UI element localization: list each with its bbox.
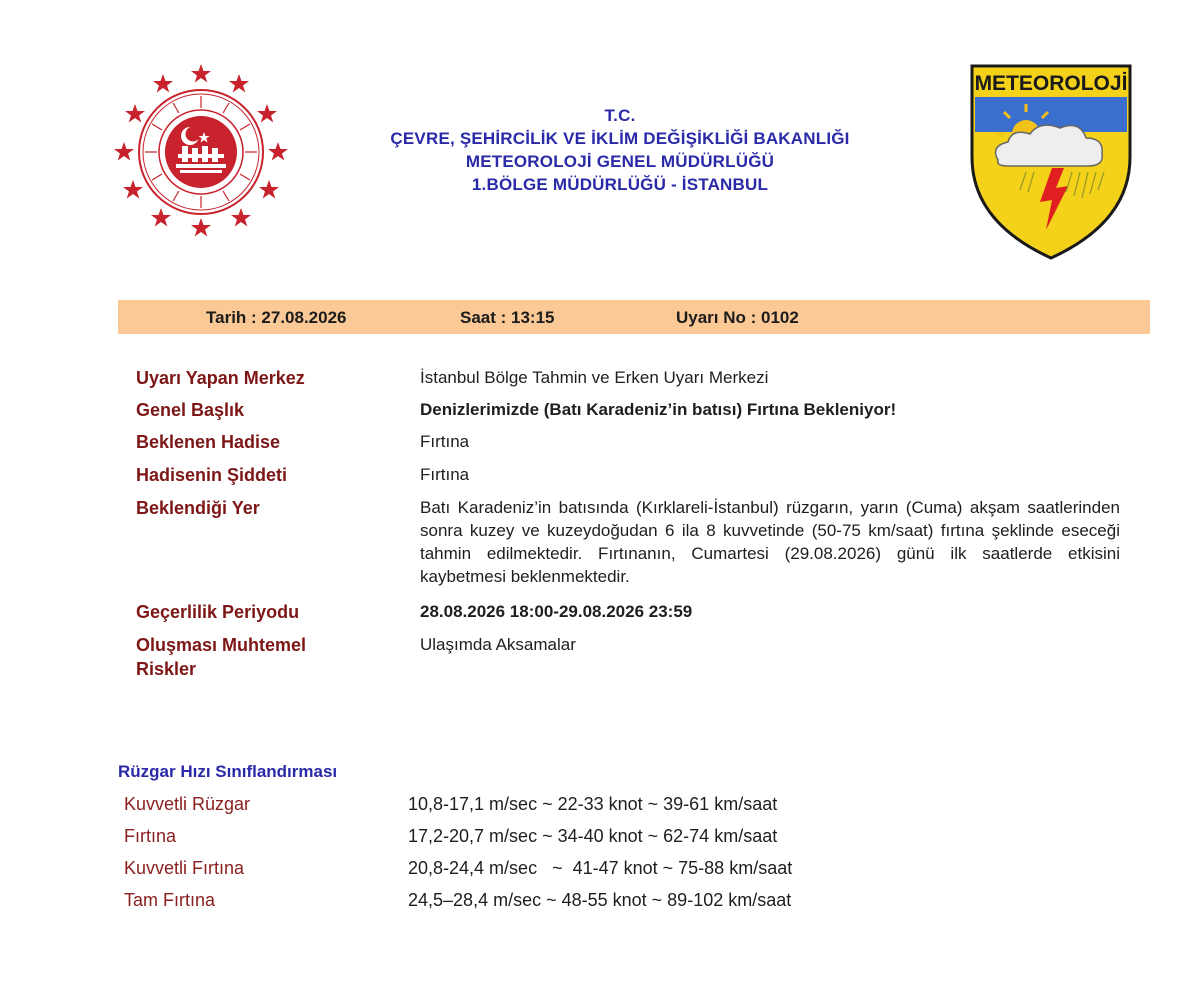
info-value: 28.08.2026 18:00-29.08.2026 23:59 bbox=[420, 602, 693, 621]
classification-title: Rüzgar Hızı Sınıflandırması bbox=[118, 762, 338, 781]
info-label: Genel Başlık bbox=[136, 400, 245, 420]
classification-row bbox=[124, 890, 1024, 918]
info-label: Hadisenin Şiddeti bbox=[136, 465, 288, 485]
info-value: Fırtına bbox=[420, 432, 470, 451]
document-header bbox=[300, 104, 940, 196]
info-label: Beklendiği Yer bbox=[136, 498, 260, 518]
header-regional-office: 1.BÖLGE MÜDÜRLÜĞÜ - İSTANBUL bbox=[471, 175, 769, 194]
info-value: Ulaşımda Aksamalar bbox=[420, 635, 576, 654]
header-directorate: METEOROLOJİ GENEL MÜDÜRLÜĞÜ bbox=[465, 152, 775, 171]
classification-values: 24,5–28,4 m/sec ~ 48-55 knot ~ 89-102 km/saat bbox=[408, 890, 792, 910]
classification-name: Tam Fırtına bbox=[124, 890, 216, 910]
info-label: Beklenen Hadise bbox=[136, 432, 281, 452]
classification-values: 20,8-24,4 m/sec ~ 41-47 knot ~ 75-88 km/saat bbox=[408, 858, 793, 878]
warning-info-band bbox=[118, 300, 1150, 334]
ministry-seal-logo bbox=[112, 62, 290, 240]
info-value: İstanbul Bölge Tahmin ve Erken Uyarı Merkezi bbox=[420, 368, 769, 387]
time-text: Saat : 13:15 bbox=[460, 308, 555, 327]
info-value: Denizlerimizde (Batı Karadeniz’in batısı) Fırtına Bekleniyor! bbox=[420, 400, 897, 419]
header-ministry: ÇEVRE, ŞEHİRCİLİK VE İKLİM DEĞİŞİKLİĞİ BAKANLIĞI bbox=[390, 129, 850, 148]
classification-row bbox=[124, 826, 1024, 854]
header-tc: T.C. bbox=[604, 106, 636, 125]
classification-values: 10,8-17,1 m/sec ~ 22-33 knot ~ 39-61 km/saat bbox=[408, 794, 778, 814]
meteoroloji-logo-text: METEOROLOJİ bbox=[974, 72, 1128, 95]
classification-name: Kuvvetli Rüzgar bbox=[124, 794, 251, 814]
date-text: Tarih : 27.08.2026 bbox=[206, 308, 347, 327]
classification-name: Kuvvetli Fırtına bbox=[124, 858, 245, 878]
info-value: Batı Karadeniz’in batısında (Kırklareli-İstanbul) rüzgarın, yarın (Cuma) akşam saatlerinden sonra kuzey ve kuzeydoğudan 6 ila 8 kuvvetinde (50-75 km/saat) fırtına şeklinde eseceği tahmin edilmektedir. Fırtınanın, Cumartesi (29.08.2026) günü ilk saatlerde etkisini kaybetmesi beklenmektedir. bbox=[420, 498, 1120, 586]
classification-row bbox=[124, 794, 1024, 822]
classification-row bbox=[124, 858, 1024, 886]
info-label: Oluşması Muhtemel Riskler bbox=[136, 635, 307, 679]
info-value: Fırtına bbox=[420, 465, 470, 484]
warning-number-text: Uyarı No : 0102 bbox=[676, 308, 799, 327]
meteoroloji-shield-logo bbox=[968, 62, 1134, 262]
info-label: Geçerlilik Periyodu bbox=[136, 602, 300, 622]
classification-name: Fırtına bbox=[124, 826, 177, 846]
classification-values: 17,2-20,7 m/sec ~ 34-40 knot ~ 62-74 km/saat bbox=[408, 826, 778, 846]
info-label: Uyarı Yapan Merkez bbox=[136, 368, 305, 388]
